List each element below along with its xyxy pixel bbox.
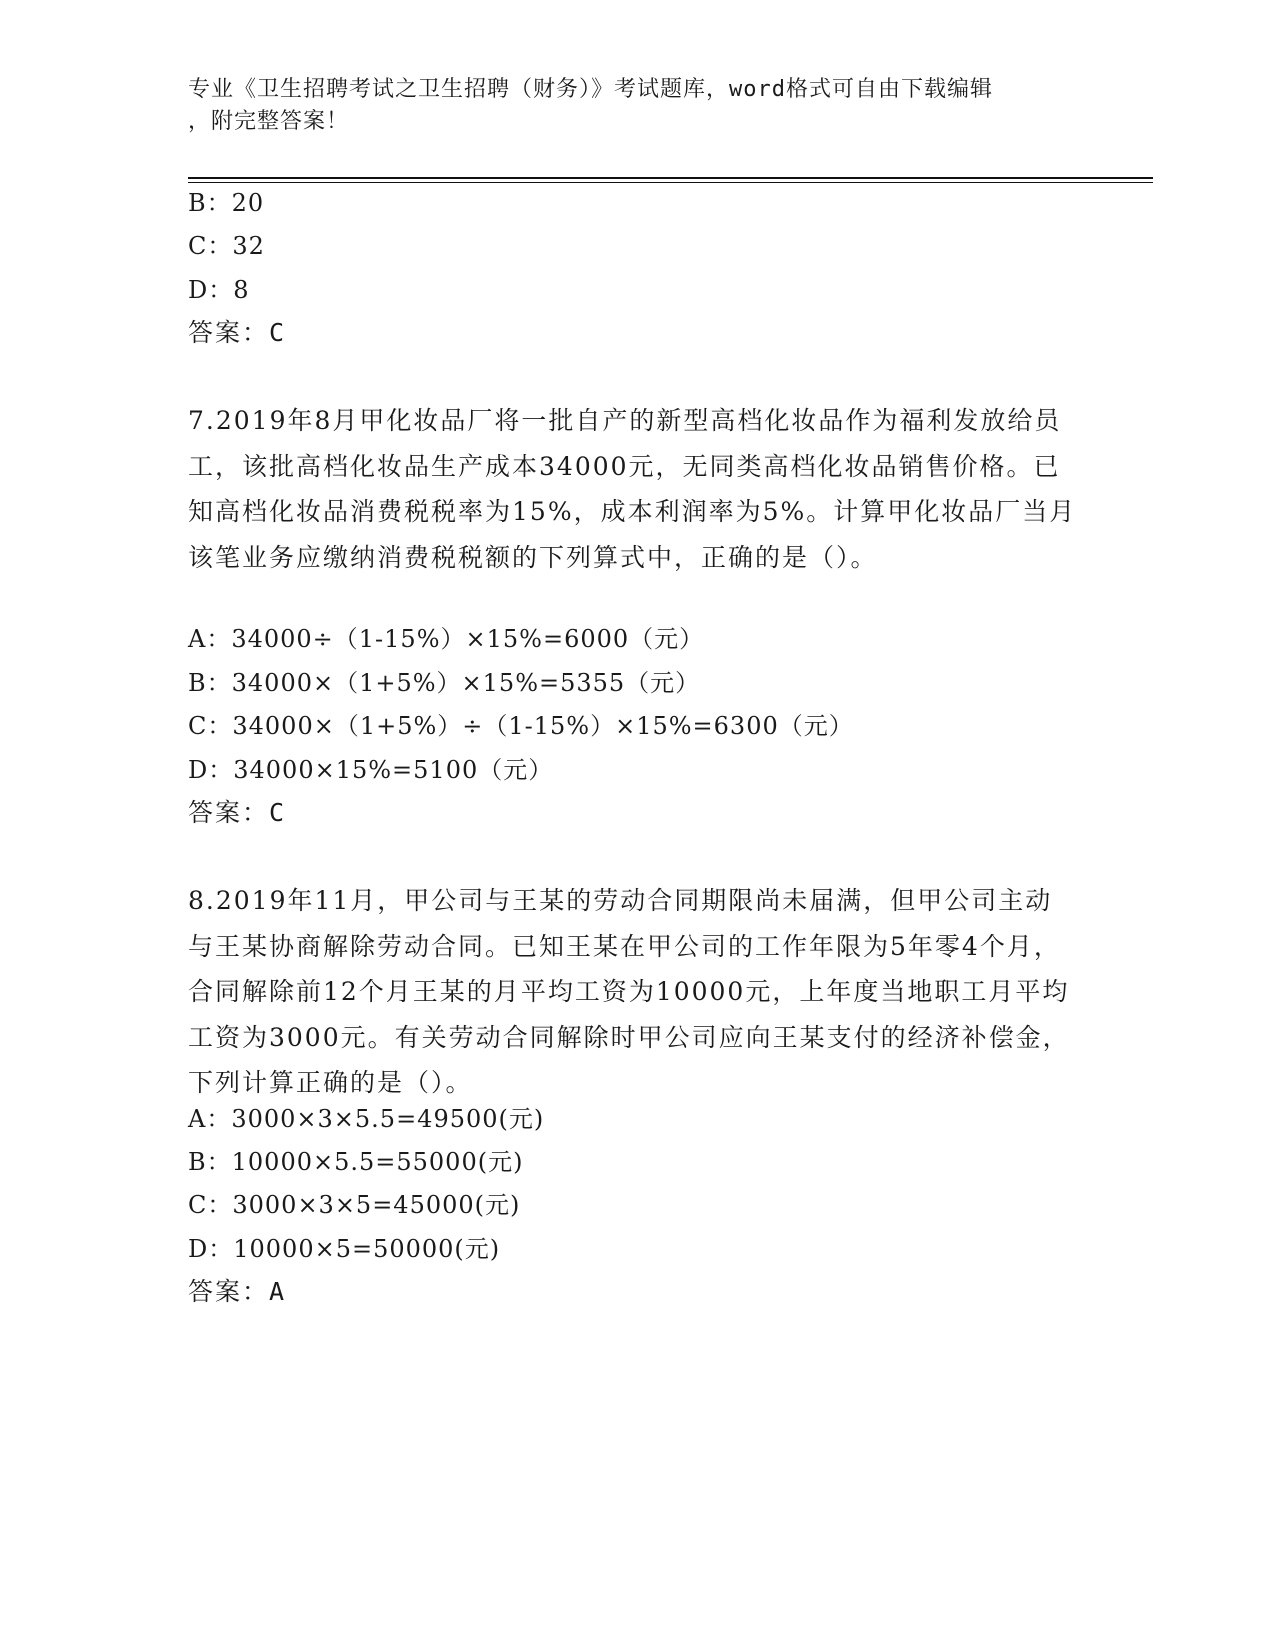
- q6-option-c: C：32: [188, 232, 265, 260]
- q7-option-d: D：34000×15%=5100（元）: [188, 756, 554, 784]
- header-rule-thin: [188, 182, 1153, 183]
- header-line-2: ，附完整答案！: [188, 109, 350, 134]
- q6-answer: 答案：C: [188, 318, 287, 347]
- q7-question-text: 7.2019年8月甲化妆品厂将一批自产的新型高档化妆品作为福利发放给员工，该批高档化妆品生产成本34000元，无同类高档化妆品销售价格。已知高档化妆品消费税税率为15%，成本利润率为5%。计算甲化妆品厂当月该笔业务应缴纳消费税税额的下列算式中，正确的是（）。: [188, 406, 1077, 572]
- document-header: [188, 74, 1088, 138]
- q7-option-a: A：34000÷（1-15%）×15%=6000（元）: [188, 625, 705, 653]
- header-line-1: 专业《卫生招聘考试之卫生招聘（财务）》考试题库，word格式可自由下载编辑: [188, 77, 993, 102]
- header-rule-thick: [188, 177, 1153, 179]
- q8-option-a: A：3000×3×5.5=49500(元): [188, 1105, 545, 1133]
- q8-question-text: 8.2019年11月，甲公司与王某的劳动合同期限尚未届满，但甲公司主动与王某协商解除劳动合同。已知王某在甲公司的工作年限为5年零4个月，合同解除前12个月王某的月平均工资为10000元，上年度当地职工月平均工资为3000元。有关劳动合同解除时甲公司应向王某支付的经济补偿金，下列计算正确的是（）。: [188, 886, 1070, 1097]
- q8-option-c: C：3000×3×5=45000(元): [188, 1191, 521, 1219]
- q7-option-b: B：34000×（1+5%）×15%=5355（元）: [188, 669, 701, 697]
- q8-answer: 答案：A: [188, 1277, 287, 1306]
- q7-answer: 答案：C: [188, 798, 287, 827]
- q8-option-b: B：10000×5.5=55000(元): [188, 1148, 524, 1176]
- q6-option-b: B：20: [188, 189, 265, 217]
- q7-option-c: C：34000×（1+5%）÷（1-15%）×15%=6300（元）: [188, 712, 854, 740]
- q6-option-d: D：8: [188, 276, 250, 304]
- q8-option-d: D：10000×5=50000(元): [188, 1235, 501, 1263]
